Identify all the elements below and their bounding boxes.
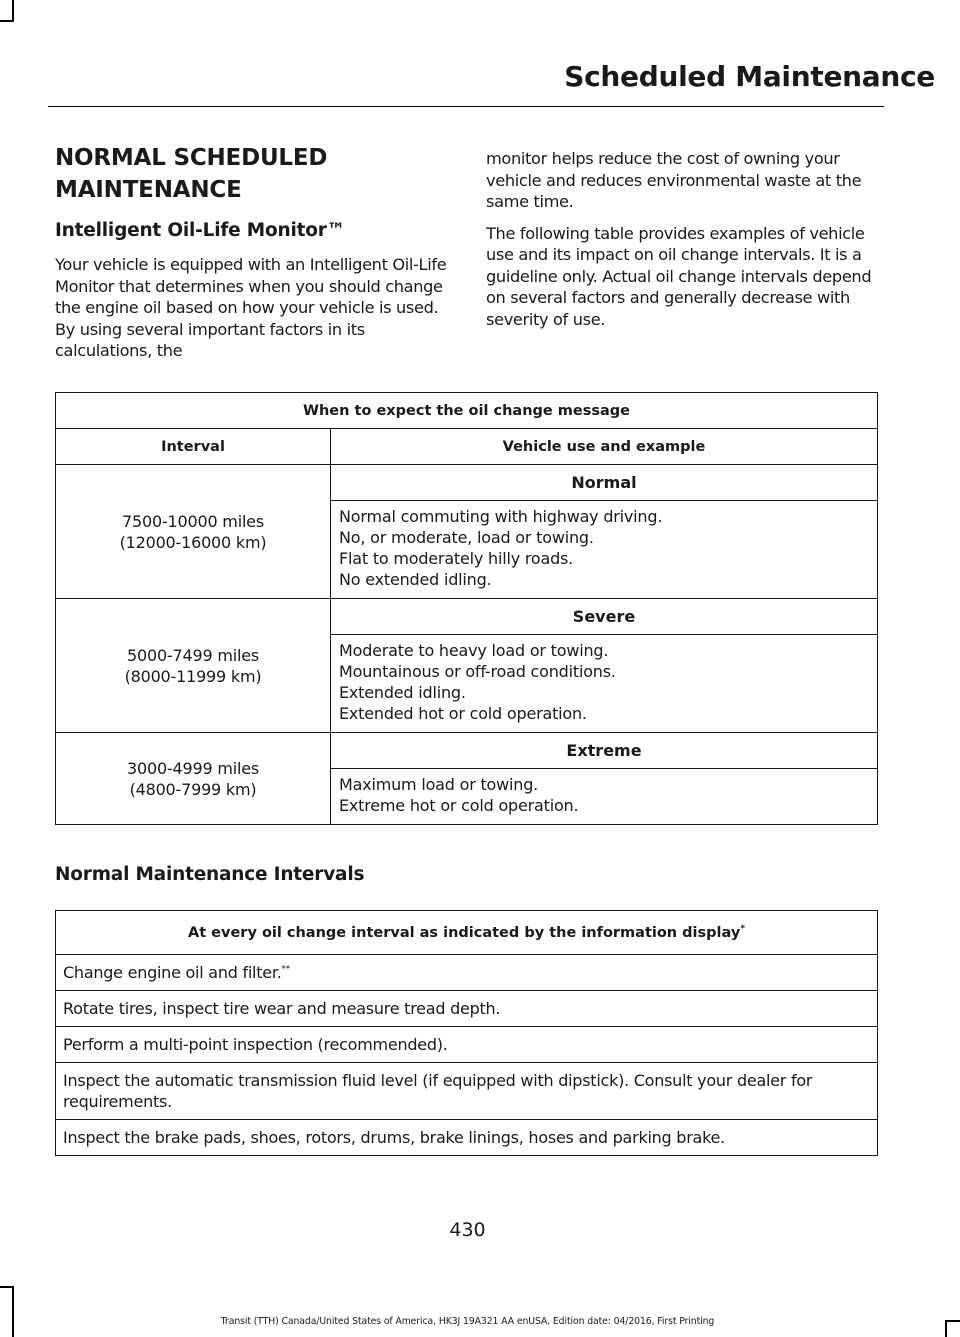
table-row: [56, 465, 878, 501]
use-line: Extreme hot or cold operation.: [339, 796, 579, 815]
oil-life-monitor-heading: Intelligent Oil-Life Monitor™: [55, 220, 345, 241]
use-line: No extended idling.: [339, 570, 492, 589]
table-row: [56, 955, 878, 991]
use-line: Extended hot or cold operation.: [339, 704, 587, 723]
use-description: [331, 769, 878, 825]
maintenance-item: Perform a multi-point inspection (recommended).: [56, 1027, 878, 1063]
table-row: [56, 1027, 878, 1063]
crop-mark: [0, 20, 12, 22]
maintenance-header-text: At every oil change interval as indicated by the information display: [187, 924, 741, 941]
column-header-interval: Interval: [56, 429, 331, 465]
interval-cell: [56, 465, 331, 599]
maintenance-item-text: Change engine oil and filter.: [63, 963, 282, 982]
interval-km: (12000-16000 km): [119, 532, 267, 552]
footnote-mark: **: [281, 964, 291, 975]
interval-miles: 5000-7499 miles: [127, 645, 259, 665]
oil-change-table: [55, 392, 878, 825]
intro-paragraph: Your vehicle is equipped with an Intelligent Oil-Life Monitor that determines when you should change the engine oil based on how your vehicle is used. By using several important factors in its calculations, the: [55, 255, 447, 360]
section-title-line-2: MAINTENANCE: [55, 177, 242, 203]
interval-miles: 7500-10000 miles: [122, 511, 264, 531]
left-column: [55, 142, 450, 362]
page-number: 430: [449, 1219, 486, 1241]
interval-miles: 3000-4999 miles: [127, 758, 259, 778]
use-description: [331, 635, 878, 733]
maintenance-item: Inspect the automatic transmission fluid level (if equipped with dipstick). Consult your dealer for requirements.: [56, 1063, 878, 1120]
use-line: Normal commuting with highway driving.: [339, 507, 663, 526]
maintenance-intervals-heading: Normal Maintenance Intervals: [55, 864, 365, 885]
table-row: [56, 1120, 878, 1156]
crop-mark: [12, 1286, 14, 1337]
crop-mark: [945, 1320, 947, 1337]
interval-km: (8000-11999 km): [124, 666, 262, 686]
use-line: Extended idling.: [339, 683, 466, 702]
crop-mark: [945, 1320, 960, 1322]
header-divider: [48, 106, 884, 107]
section-title-line-1: NORMAL SCHEDULED: [55, 145, 328, 171]
crop-mark: [0, 1286, 12, 1288]
use-description: [331, 501, 878, 599]
interval-cell: [56, 733, 331, 825]
use-line: Mountainous or off-road conditions.: [339, 662, 616, 681]
right-column: [486, 148, 881, 330]
section-title: [55, 142, 450, 206]
interval-cell: [56, 599, 331, 733]
footnote-mark: *: [740, 923, 746, 934]
use-category: Extreme: [331, 733, 878, 769]
use-category: Severe: [331, 599, 878, 635]
maintenance-item: [56, 955, 878, 991]
use-line: Maximum load or towing.: [339, 775, 539, 794]
oil-table-title: When to expect the oil change message: [56, 393, 878, 429]
table-row: [56, 991, 878, 1027]
maintenance-table-header: [56, 911, 878, 955]
maintenance-table: [55, 910, 878, 1156]
use-line: No, or moderate, load or towing.: [339, 528, 594, 547]
maintenance-item: Inspect the brake pads, shoes, rotors, drums, brake linings, hoses and parking brake.: [56, 1120, 878, 1156]
table-row: [56, 733, 878, 769]
page-footer: Transit (TTH) Canada/United States of America, HK3J 19A321 AA enUSA, Edition date: 04/2016, First Printing: [220, 1316, 715, 1327]
monitor-paragraph: monitor helps reduce the cost of owning your vehicle and reduces environmental waste at the same time.: [486, 149, 862, 211]
maintenance-item: Rotate tires, inspect tire wear and measure tread depth.: [56, 991, 878, 1027]
crop-mark: [12, 0, 14, 22]
use-category: Normal: [331, 465, 878, 501]
table-row: [56, 1063, 878, 1120]
table-row: [56, 599, 878, 635]
column-header-vehicle-use: Vehicle use and example: [331, 429, 878, 465]
use-line: Moderate to heavy load or towing.: [339, 641, 609, 660]
use-line: Flat to moderately hilly roads.: [339, 549, 574, 568]
table-intro-paragraph: The following table provides examples of vehicle use and its impact on oil change intervals. It is a guideline only. Actual oil change intervals depend on several factors and generally decrease with severity of use.: [486, 223, 872, 329]
interval-km: (4800-7999 km): [129, 779, 257, 799]
page-header-title: Scheduled Maintenance: [564, 60, 935, 93]
